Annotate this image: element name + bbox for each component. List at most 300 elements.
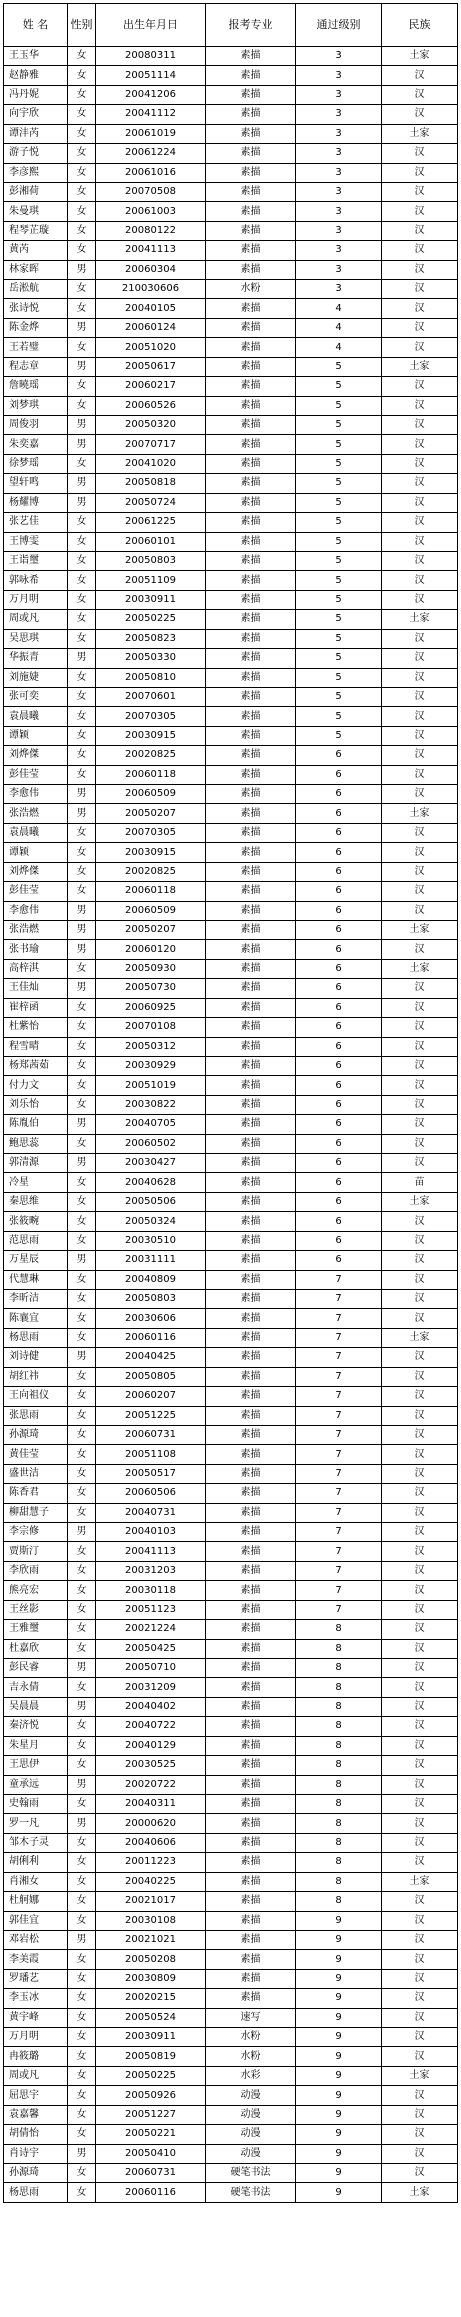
cell-name: 杨思雨 (4, 2183, 68, 2202)
cell-ethnicity: 汉 (382, 2144, 458, 2163)
table-row (4, 2105, 458, 2124)
cell-name: 孙源琦 (4, 2163, 68, 2182)
cell-birthdate: 20060116 (96, 2183, 206, 2202)
cell-gender: 女 (68, 1581, 96, 1600)
cell-level: 6 (296, 1115, 382, 1134)
cell-name: 杨耀博 (4, 493, 68, 512)
table-row (4, 804, 458, 823)
cell-birthdate: 20040425 (96, 1348, 206, 1367)
header-name: 姓 名 (4, 4, 68, 47)
cell-ethnicity: 汉 (382, 1231, 458, 1250)
cell-birthdate: 20050819 (96, 2047, 206, 2066)
cell-major: 素描 (206, 862, 296, 881)
cell-major: 素描 (206, 882, 296, 901)
cell-birthdate: 20050517 (96, 1464, 206, 1483)
cell-name: 郭佳宜 (4, 1911, 68, 1930)
table-row (4, 221, 458, 240)
cell-birthdate: 20060207 (96, 1387, 206, 1406)
cell-ethnicity: 汉 (382, 1620, 458, 1639)
cell-ethnicity: 汉 (382, 1717, 458, 1736)
table-row (4, 1736, 458, 1755)
header-birthdate: 出生年月日 (96, 4, 206, 47)
cell-birthdate: 20030929 (96, 1056, 206, 1075)
table-row (4, 1678, 458, 1697)
cell-major: 素描 (206, 474, 296, 493)
cell-gender: 女 (68, 843, 96, 862)
cell-ethnicity: 汉 (382, 940, 458, 959)
cell-gender: 男 (68, 2144, 96, 2163)
cell-gender: 女 (68, 2125, 96, 2144)
cell-ethnicity: 汉 (382, 221, 458, 240)
cell-name: 黄佳莹 (4, 1445, 68, 1464)
cell-name: 袁晨曦 (4, 707, 68, 726)
cell-level: 9 (296, 2047, 382, 2066)
cell-name: 张艺佳 (4, 513, 68, 532)
cell-ethnicity: 汉 (382, 707, 458, 726)
cell-major: 素描 (206, 1134, 296, 1153)
cell-level: 9 (296, 1969, 382, 1988)
cell-name: 冷星 (4, 1173, 68, 1192)
cell-ethnicity: 汉 (382, 1989, 458, 2008)
cell-major: 素描 (206, 1328, 296, 1347)
cell-name: 张浩燃 (4, 804, 68, 823)
cell-level: 3 (296, 182, 382, 201)
cell-name: 郭清源 (4, 1154, 68, 1173)
cell-name: 谭沣芮 (4, 124, 68, 143)
table-row (4, 1639, 458, 1658)
cell-ethnicity: 汉 (382, 318, 458, 337)
cell-name: 王玉华 (4, 47, 68, 66)
cell-birthdate: 20050320 (96, 416, 206, 435)
cell-major: 素描 (206, 765, 296, 784)
cell-level: 7 (296, 1561, 382, 1580)
cell-major: 素描 (206, 804, 296, 823)
header-row (4, 4, 458, 47)
table-row (4, 318, 458, 337)
cell-major: 素描 (206, 1018, 296, 1037)
cell-level: 9 (296, 1989, 382, 2008)
cell-major: 素描 (206, 1950, 296, 1969)
cell-major: 素描 (206, 377, 296, 396)
cell-gender: 女 (68, 862, 96, 881)
cell-major: 素描 (206, 241, 296, 260)
table-row (4, 823, 458, 842)
cell-name: 朱奕嘉 (4, 435, 68, 454)
table-row (4, 1212, 458, 1231)
cell-name: 詹曉瑶 (4, 377, 68, 396)
cell-gender: 女 (68, 998, 96, 1017)
cell-level: 7 (296, 1328, 382, 1347)
cell-level: 6 (296, 746, 382, 765)
table-row (4, 144, 458, 163)
cell-name: 林家晖 (4, 260, 68, 279)
cell-level: 6 (296, 804, 382, 823)
table-row (4, 843, 458, 862)
cell-major: 水彩 (206, 2066, 296, 2085)
table-row (4, 862, 458, 881)
table-row (4, 1348, 458, 1367)
cell-gender: 男 (68, 318, 96, 337)
cell-level: 6 (296, 1251, 382, 1270)
cell-birthdate: 20060509 (96, 901, 206, 920)
cell-name: 胡红祎 (4, 1367, 68, 1386)
cell-ethnicity: 汉 (382, 1639, 458, 1658)
cell-level: 8 (296, 1756, 382, 1775)
cell-gender: 男 (68, 1930, 96, 1949)
cell-gender: 女 (68, 2163, 96, 2182)
cell-ethnicity: 土家 (382, 357, 458, 376)
cell-name: 刘施婕 (4, 668, 68, 687)
cell-major: 素描 (206, 998, 296, 1017)
cell-gender: 男 (68, 260, 96, 279)
cell-name: 岳淞航 (4, 280, 68, 299)
cell-gender: 男 (68, 901, 96, 920)
cell-major: 素描 (206, 668, 296, 687)
cell-ethnicity: 汉 (382, 513, 458, 532)
cell-major: 素描 (206, 1581, 296, 1600)
cell-name: 朱星月 (4, 1736, 68, 1755)
cell-name: 杜嘉欣 (4, 1639, 68, 1658)
table-row (4, 2047, 458, 2066)
cell-gender: 女 (68, 163, 96, 182)
cell-name: 杨思雨 (4, 1328, 68, 1347)
cell-ethnicity: 汉 (382, 2163, 458, 2182)
cell-name: 屈思宇 (4, 2086, 68, 2105)
cell-name: 刘乐怡 (4, 1095, 68, 1114)
cell-major: 素描 (206, 571, 296, 590)
cell-ethnicity: 汉 (382, 1581, 458, 1600)
cell-name: 刘梦琪 (4, 396, 68, 415)
cell-birthdate: 20040225 (96, 1872, 206, 1891)
table-row (4, 1018, 458, 1037)
cell-ethnicity: 汉 (382, 1756, 458, 1775)
cell-level: 5 (296, 357, 382, 376)
cell-major: 素描 (206, 959, 296, 978)
cell-birthdate: 20050818 (96, 474, 206, 493)
cell-level: 6 (296, 920, 382, 939)
cell-level: 6 (296, 1134, 382, 1153)
cell-major: 素描 (206, 823, 296, 842)
cell-name: 王博雯 (4, 532, 68, 551)
cell-name: 李愈伟 (4, 785, 68, 804)
cell-ethnicity: 汉 (382, 1037, 458, 1056)
cell-name: 王丝影 (4, 1600, 68, 1619)
table-row (4, 182, 458, 201)
cell-ethnicity: 苗 (382, 1173, 458, 1192)
table-row (4, 105, 458, 124)
cell-gender: 女 (68, 1833, 96, 1852)
cell-ethnicity: 汉 (382, 668, 458, 687)
cell-birthdate: 20040129 (96, 1736, 206, 1755)
cell-gender: 男 (68, 785, 96, 804)
cell-ethnicity: 汉 (382, 1911, 458, 1930)
cell-name: 杜舸娜 (4, 1892, 68, 1911)
cell-birthdate: 20060731 (96, 1425, 206, 1444)
cell-major: 素描 (206, 1309, 296, 1328)
cell-gender: 女 (68, 746, 96, 765)
cell-gender: 女 (68, 1309, 96, 1328)
cell-level: 3 (296, 47, 382, 66)
table-row (4, 707, 458, 726)
cell-major: 素描 (206, 1697, 296, 1716)
cell-level: 9 (296, 2008, 382, 2027)
cell-ethnicity: 汉 (382, 182, 458, 201)
cell-birthdate: 20031209 (96, 1678, 206, 1697)
cell-birthdate: 20030809 (96, 1969, 206, 1988)
cell-level: 8 (296, 1717, 382, 1736)
table-row (4, 1989, 458, 2008)
cell-birthdate: 20061003 (96, 202, 206, 221)
cell-gender: 女 (68, 1387, 96, 1406)
table-row (4, 1911, 458, 1930)
cell-ethnicity: 汉 (382, 144, 458, 163)
cell-major: 素描 (206, 454, 296, 473)
cell-name: 张书瑜 (4, 940, 68, 959)
cell-gender: 女 (68, 532, 96, 551)
cell-birthdate: 20050810 (96, 668, 206, 687)
cell-level: 7 (296, 1542, 382, 1561)
table-row (4, 2144, 458, 2163)
cell-birthdate: 20030911 (96, 2028, 206, 2047)
cell-level: 5 (296, 610, 382, 629)
cell-birthdate: 20070305 (96, 823, 206, 842)
cell-name: 周或凡 (4, 610, 68, 629)
cell-major: 素描 (206, 1794, 296, 1813)
cell-major: 素描 (206, 532, 296, 551)
table-row (4, 2125, 458, 2144)
cell-ethnicity: 汉 (382, 1678, 458, 1697)
cell-level: 4 (296, 338, 382, 357)
cell-ethnicity: 汉 (382, 649, 458, 668)
cell-ethnicity: 汉 (382, 1930, 458, 1949)
cell-major: 素描 (206, 843, 296, 862)
cell-name: 王若璧 (4, 338, 68, 357)
table-row (4, 474, 458, 493)
table-row (4, 551, 458, 570)
cell-name: 张思雨 (4, 1406, 68, 1425)
table-row (4, 1756, 458, 1775)
table-row (4, 571, 458, 590)
table-row (4, 1659, 458, 1678)
cell-major: 素描 (206, 1736, 296, 1755)
cell-birthdate: 20061224 (96, 144, 206, 163)
table-row (4, 1367, 458, 1386)
cell-major: 素描 (206, 649, 296, 668)
table-row (4, 280, 458, 299)
cell-birthdate: 20070601 (96, 687, 206, 706)
cell-birthdate: 20040722 (96, 1717, 206, 1736)
cell-birthdate: 20041206 (96, 85, 206, 104)
cell-ethnicity: 汉 (382, 882, 458, 901)
cell-level: 9 (296, 2066, 382, 2085)
cell-gender: 女 (68, 726, 96, 745)
cell-ethnicity: 汉 (382, 1406, 458, 1425)
cell-birthdate: 20011223 (96, 1853, 206, 1872)
cell-major: 素描 (206, 785, 296, 804)
cell-gender: 女 (68, 66, 96, 85)
table-row (4, 1154, 458, 1173)
cell-gender: 女 (68, 1950, 96, 1969)
cell-ethnicity: 汉 (382, 1561, 458, 1580)
cell-name: 万月明 (4, 2028, 68, 2047)
table-row (4, 1523, 458, 1542)
cell-birthdate: 20060502 (96, 1134, 206, 1153)
cell-level: 6 (296, 882, 382, 901)
cell-birthdate: 20050207 (96, 804, 206, 823)
cell-gender: 女 (68, 202, 96, 221)
cell-ethnicity: 汉 (382, 1464, 458, 1483)
cell-level: 9 (296, 1911, 382, 1930)
cell-birthdate: 20080122 (96, 221, 206, 240)
cell-level: 5 (296, 571, 382, 590)
cell-level: 3 (296, 202, 382, 221)
cell-gender: 女 (68, 1037, 96, 1056)
cell-major: 硬笔书法 (206, 2163, 296, 2182)
cell-major: 素描 (206, 707, 296, 726)
cell-major: 素描 (206, 435, 296, 454)
table-row (4, 746, 458, 765)
cell-name: 刘烨傑 (4, 746, 68, 765)
cell-gender: 女 (68, 2183, 96, 2202)
cell-name: 杜紫怡 (4, 1018, 68, 1037)
cell-name: 游子悦 (4, 144, 68, 163)
cell-gender: 女 (68, 959, 96, 978)
cell-gender: 男 (68, 920, 96, 939)
cell-major: 素描 (206, 920, 296, 939)
cell-level: 9 (296, 2028, 382, 2047)
cell-ethnicity: 汉 (382, 551, 458, 570)
cell-birthdate: 20050730 (96, 979, 206, 998)
table-row (4, 1464, 458, 1483)
cell-ethnicity: 汉 (382, 1115, 458, 1134)
cell-level: 8 (296, 1775, 382, 1794)
cell-birthdate: 210030606 (96, 280, 206, 299)
cell-name: 张诗悦 (4, 299, 68, 318)
cell-major: 素描 (206, 1464, 296, 1483)
cell-level: 6 (296, 959, 382, 978)
table-row (4, 416, 458, 435)
cell-level: 6 (296, 1192, 382, 1211)
table-row (4, 85, 458, 104)
cell-level: 9 (296, 2183, 382, 2202)
cell-gender: 女 (68, 571, 96, 590)
cell-birthdate: 20060116 (96, 1328, 206, 1347)
cell-gender: 女 (68, 610, 96, 629)
cell-ethnicity: 汉 (382, 1367, 458, 1386)
cell-birthdate: 20030915 (96, 726, 206, 745)
cell-name: 李彦熙 (4, 163, 68, 182)
table-row (4, 1950, 458, 1969)
cell-gender: 女 (68, 1969, 96, 1988)
cell-gender: 女 (68, 1212, 96, 1231)
cell-major: 素描 (206, 1814, 296, 1833)
header-ethnicity: 民族 (382, 4, 458, 47)
cell-major: 素描 (206, 396, 296, 415)
table-row (4, 1056, 458, 1075)
cell-name: 秦济悦 (4, 1717, 68, 1736)
cell-level: 8 (296, 1678, 382, 1697)
cell-gender: 女 (68, 668, 96, 687)
cell-gender: 女 (68, 47, 96, 66)
cell-name: 刘诗健 (4, 1348, 68, 1367)
cell-birthdate: 20051109 (96, 571, 206, 590)
cell-gender: 女 (68, 2086, 96, 2105)
cell-name: 吉永倩 (4, 1678, 68, 1697)
cell-ethnicity: 土家 (382, 959, 458, 978)
table-row (4, 1290, 458, 1309)
cell-gender: 女 (68, 513, 96, 532)
cell-gender: 女 (68, 1756, 96, 1775)
cell-ethnicity: 汉 (382, 785, 458, 804)
cell-ethnicity: 土家 (382, 920, 458, 939)
cell-gender: 女 (68, 823, 96, 842)
cell-major: 素描 (206, 1561, 296, 1580)
cell-gender: 男 (68, 649, 96, 668)
cell-level: 7 (296, 1464, 382, 1483)
cell-level: 7 (296, 1484, 382, 1503)
cell-major: 素描 (206, 1659, 296, 1678)
cell-birthdate: 20070717 (96, 435, 206, 454)
table-row (4, 1794, 458, 1813)
cell-ethnicity: 汉 (382, 1212, 458, 1231)
cell-level: 6 (296, 1037, 382, 1056)
cell-gender: 男 (68, 435, 96, 454)
cell-level: 3 (296, 221, 382, 240)
cell-ethnicity: 汉 (382, 338, 458, 357)
cell-major: 素描 (206, 1076, 296, 1095)
table-row (4, 357, 458, 376)
table-row (4, 959, 458, 978)
table-row (4, 1328, 458, 1347)
cell-ethnicity: 汉 (382, 1095, 458, 1114)
cell-birthdate: 20060506 (96, 1484, 206, 1503)
cell-name: 王雅璽 (4, 1620, 68, 1639)
cell-major: 素描 (206, 1425, 296, 1444)
cell-ethnicity: 汉 (382, 416, 458, 435)
cell-gender: 女 (68, 144, 96, 163)
cell-birthdate: 20050803 (96, 1290, 206, 1309)
table-row (4, 1542, 458, 1561)
table-row (4, 1872, 458, 1891)
table-row (4, 493, 458, 512)
cell-name: 高梓淇 (4, 959, 68, 978)
cell-birthdate: 20021224 (96, 1620, 206, 1639)
cell-major: 素描 (206, 1212, 296, 1231)
cell-birthdate: 20030118 (96, 1581, 206, 1600)
cell-name: 鲍思蕊 (4, 1134, 68, 1153)
table-row (4, 1037, 458, 1056)
cell-birthdate: 20061016 (96, 163, 206, 182)
cell-major: 素描 (206, 1523, 296, 1542)
table-row (4, 1134, 458, 1153)
cell-gender: 女 (68, 2028, 96, 2047)
cell-level: 8 (296, 1659, 382, 1678)
cell-birthdate: 20051225 (96, 1406, 206, 1425)
cell-ethnicity: 土家 (382, 804, 458, 823)
cell-birthdate: 20060120 (96, 940, 206, 959)
cell-birthdate: 20050803 (96, 551, 206, 570)
cell-birthdate: 20050823 (96, 629, 206, 648)
cell-birthdate: 20040809 (96, 1270, 206, 1289)
cell-level: 8 (296, 1892, 382, 1911)
cell-level: 6 (296, 1154, 382, 1173)
cell-major: 素描 (206, 1037, 296, 1056)
cell-major: 水粉 (206, 2047, 296, 2066)
cell-gender: 女 (68, 2047, 96, 2066)
cell-level: 8 (296, 1639, 382, 1658)
cell-level: 5 (296, 668, 382, 687)
cell-level: 6 (296, 979, 382, 998)
